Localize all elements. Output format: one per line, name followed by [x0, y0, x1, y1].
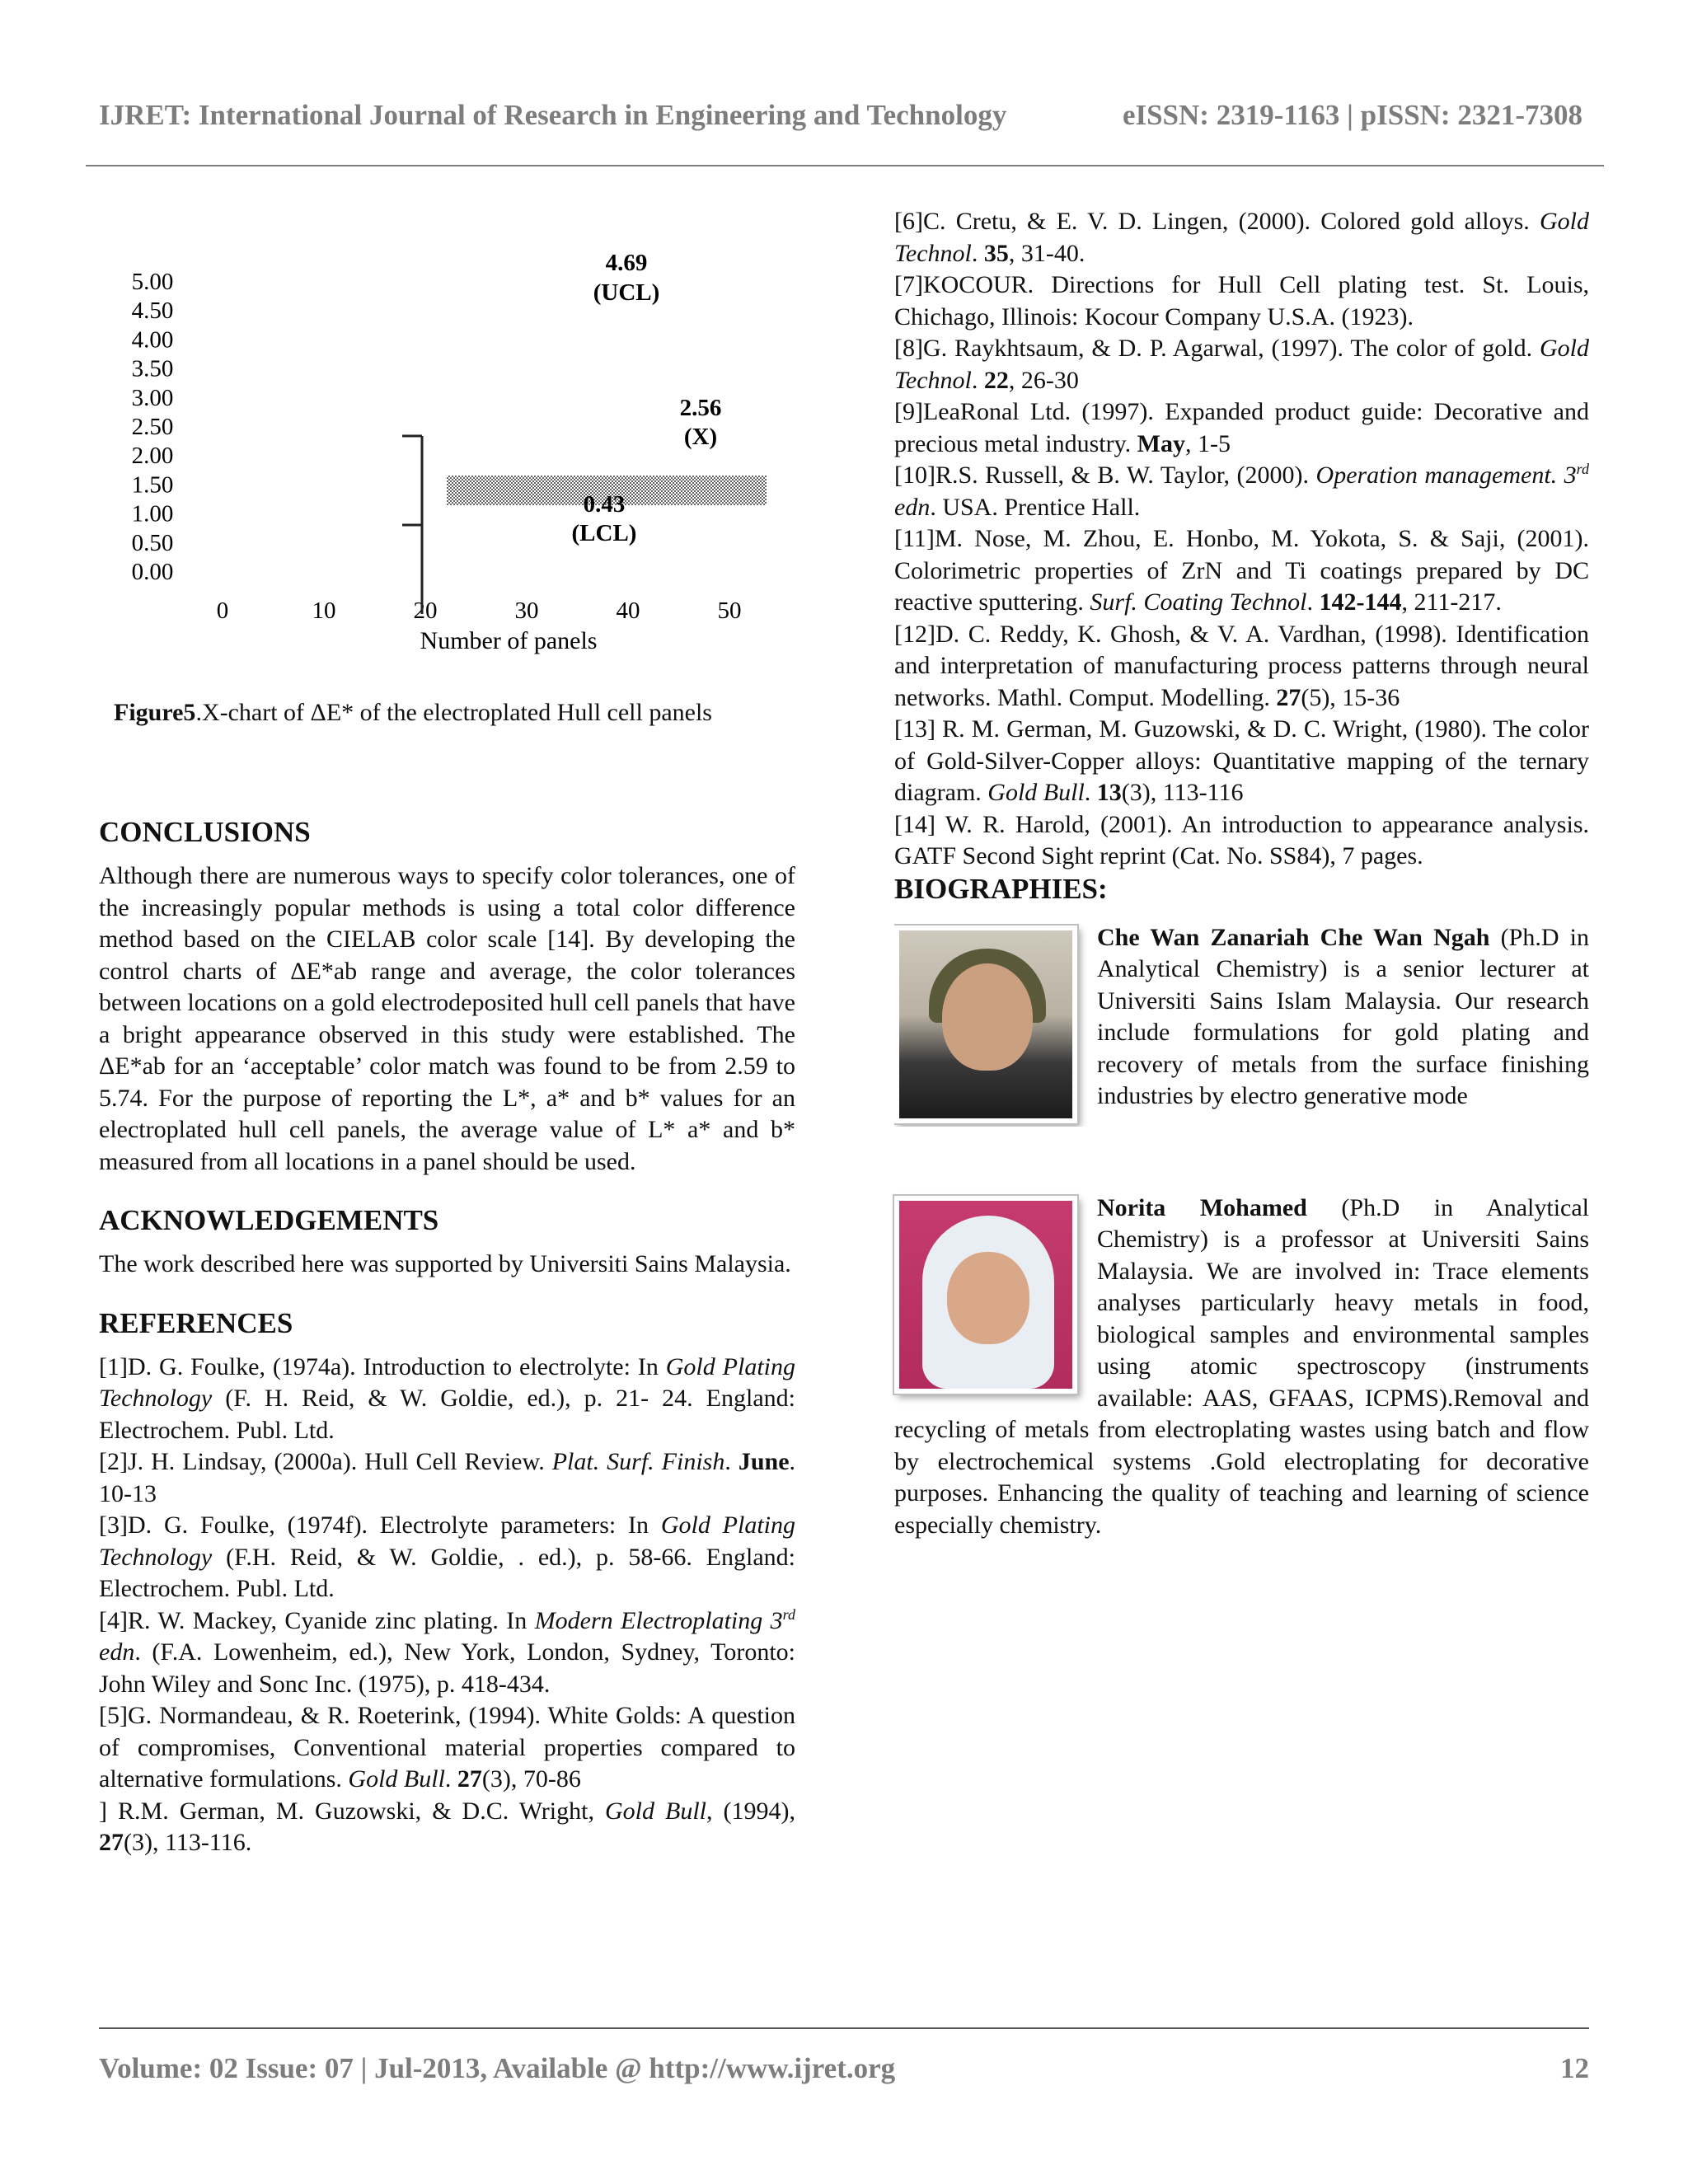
reference-10: [10]R.S. Russell, & B. W. Taylor, (2000). Operation management. 3rd edn. USA. Prentice Hall.	[894, 461, 1590, 521]
author-photo-2	[894, 1196, 1077, 1394]
header-rule	[86, 165, 1604, 166]
bio-2-text: (Ph.D in Analytical Chemistry) is a professor at Universiti Sains Malaysia. We are involved in: Trace elements analyses particularly heavy metals in food, biological samples and environmental samples using atomic spectroscopy (instruments available: AAS, GFAAS, ICPMS).Removal and recycling of metals from electroplating wastes using batch and flow by electrochemical systems .Gold electroplating for decorative purposes. Enhancing the quality of teaching and learning of science especially chemistry.	[894, 1193, 1589, 1539]
y-tick-labels	[132, 269, 174, 585]
ucl-label: (UCL)	[593, 279, 660, 306]
acknowledgements-heading: ACKNOWLEDGEMENTS	[99, 1204, 439, 1236]
x-tick-label: 30	[514, 598, 539, 624]
y-tick-label: 3.50	[131, 355, 174, 382]
journal-title: IJRET: International Journal of Research in Engineering and Technology	[99, 99, 1007, 131]
x-tick-labels	[217, 598, 742, 624]
reference-5-continued: ] R.M. German, M. Guzowski, & D.C. Wright, Gold Bull, (1994), 27(3), 113-116.	[99, 1797, 795, 1856]
figure-caption-text: .X-chart of ΔE* of the electroplated Hull cell panels	[195, 699, 712, 726]
y-tick-label: 2.50	[131, 414, 174, 440]
reference-13: [13] R. M. German, M. Guzowski, & D. C. Wright, (1980). The color of Gold-Silver-Copper alloys: Quantitative mapping of the ternary diagram. Gold Bull. 13(3), 113-116	[894, 715, 1589, 806]
figure-caption	[114, 699, 712, 727]
y-tick-label: 5.00	[131, 269, 174, 295]
biography-2	[894, 1193, 1589, 1542]
references-heading: REFERENCES	[99, 1306, 293, 1339]
reference-12: [12]D. C. Reddy, K. Ghosh, & V. A. Vardhan, (1998). Identification and interpretation of manufacturing process patterns through neural networks. Mathl. Comput. Modelling. 27(5), 15-36	[894, 620, 1589, 711]
y-tick-label: 0.50	[131, 529, 174, 556]
lcl-value: 0.43	[583, 491, 626, 518]
y-tick-label: 0.00	[131, 559, 174, 585]
y-tick-label: 3.00	[131, 384, 174, 411]
reference-7: [7]KOCOUR. Directions for Hull Cell plating test. St. Louis, Chichago, Illinois: Kocour Company U.S.A. (1923).	[894, 271, 1589, 330]
reference-5: [5]G. Normandeau, & R. Roeterink, (1994). White Golds: A question of compromises, Conventional material properties compared to alternative formulations. Gold Bull. 27(3), 70-86	[99, 1702, 795, 1793]
running-header	[99, 99, 1582, 132]
reference-14: [14] W. R. Harold, (2001). An introduction to appearance analysis. GATF Second Sight reprint (Cat. No. SS84), 7 pages.	[894, 810, 1589, 869]
acknowledgements-text: The work described here was supported by Universiti Sains Malaysia.	[99, 1250, 791, 1277]
biographies-heading: BIOGRAPHIES:	[894, 872, 1108, 905]
conclusions-heading: CONCLUSIONS	[99, 816, 311, 848]
reference-8: [8]G. Raykhtsaum, & D. P. Agarwal, (1997). The color of gold. Gold Technol. 22, 26-30	[894, 335, 1589, 394]
biography-1	[894, 922, 1589, 1127]
running-footer	[99, 2052, 1589, 2085]
x-tick-label: 20	[413, 598, 438, 624]
reference-2: [2]J. H. Lindsay, (2000a). Hull Cell Review. Plat. Surf. Finish. June. 10-13	[99, 1448, 796, 1507]
ucl-value: 4.69	[605, 250, 648, 276]
ucl-annotation	[593, 250, 660, 306]
author-photo-1	[894, 926, 1077, 1123]
figure-number: Figure5	[114, 699, 196, 726]
reference-9: [9]LeaRonal Ltd. (1997). Expanded product guide: Decorative and precious metal industry. May, 1-5	[894, 398, 1589, 457]
conclusions-text: Although there are numerous ways to specify color tolerances, one of the increasingly popular methods is using a total color difference method based on the CIELAB color scale [14]. By developing the control charts of ΔE*ab range and average, the color tolerances between locations on a gold electrodeposited hull cell panels that have a bright appearance observed in this study were established. The ΔE*ab for an ‘acceptable’ color match was found to be from 2.59 to 5.74. For the purpose of reporting the L*, a* and b* values for an electroplated hull cell panels, the average value of L* a* and b* measured from all locations in a panel should be used.	[99, 862, 795, 1175]
page-number: 12	[1560, 2052, 1589, 2084]
issn-text: eISSN: 2319-1163 | pISSN: 2321-7308	[1122, 99, 1582, 131]
x-axis-label: Number of panels	[420, 627, 598, 654]
right-column	[894, 206, 1589, 1569]
x-tick-label: 10	[312, 598, 336, 624]
x-tick-label: 50	[717, 598, 742, 624]
reference-4: [4]R. W. Mackey, Cyanide zinc plating. In Modern Electroplating 3rd edn. (F.A. Lowenheim, ed.), New York, London, Sydney, Toronto: John Wiley and Sonc Inc. (1975), p. 418-434.	[99, 1605, 795, 1698]
x-chart	[49, 235, 841, 696]
bio-1-text: (Ph.D in Analytical Chemistry) is a senior lecturer at Universiti Sains Islam Malaysia. Our research include formulations for gold plating and recovery of metals from the surface finishing industries by electro generative mode	[1097, 923, 1589, 1109]
volume-info: Volume: 02 Issue: 07 | Jul-2013, Available @ http://www.ijret.org	[99, 2052, 896, 2084]
bio-1-name: Che Wan Zanariah Che Wan Ngah	[1097, 923, 1490, 951]
mean-label: (X)	[683, 424, 718, 450]
reference-11: [11]M. Nose, M. Zhou, E. Honbo, M. Yokota, S. & Saji, (2001). Colorimetric properties of ZrN and Ti coatings prepared by DC reactive sputtering. Surf. Coating Technol. 142-144, 211-217.	[894, 525, 1589, 616]
mean-value: 2.56	[679, 395, 722, 421]
reference-1: [1]D. G. Foulke, (1974a). Introduction to electrolyte: In Gold Plating Technology (F. H. Reid, & W. Goldie, ed.), p. 21- 24. England: Electrochem. Publ. Ltd.	[99, 1352, 795, 1444]
bio-2-name: Norita Mohamed	[1097, 1193, 1307, 1221]
mean-annotation	[680, 395, 722, 450]
x-tick-label: 40	[616, 598, 640, 624]
reference-6: [6]C. Cretu, & E. V. D. Lingen, (2000). Colored gold alloys. Gold Technol. 35, 31-40.	[894, 208, 1589, 267]
y-tick-label: 1.00	[131, 500, 174, 527]
control-limit-bracket	[402, 436, 422, 614]
lcl-label: (LCL)	[571, 520, 637, 546]
y-tick-label: 4.50	[131, 298, 174, 325]
x-tick-label: 0	[216, 598, 229, 624]
y-tick-label: 4.00	[131, 326, 174, 354]
left-column	[99, 816, 795, 1859]
footer-rule	[99, 2027, 1589, 2029]
y-tick-label: 2.00	[131, 443, 174, 470]
y-tick-label: 1.50	[131, 471, 174, 499]
reference-3: [3]D. G. Foulke, (1974f). Electrolyte parameters: In Gold Plating Technology (F.H. Reid, & W. Goldie, . ed.), p. 58-66. England: Electrochem. Publ. Ltd.	[99, 1511, 795, 1602]
